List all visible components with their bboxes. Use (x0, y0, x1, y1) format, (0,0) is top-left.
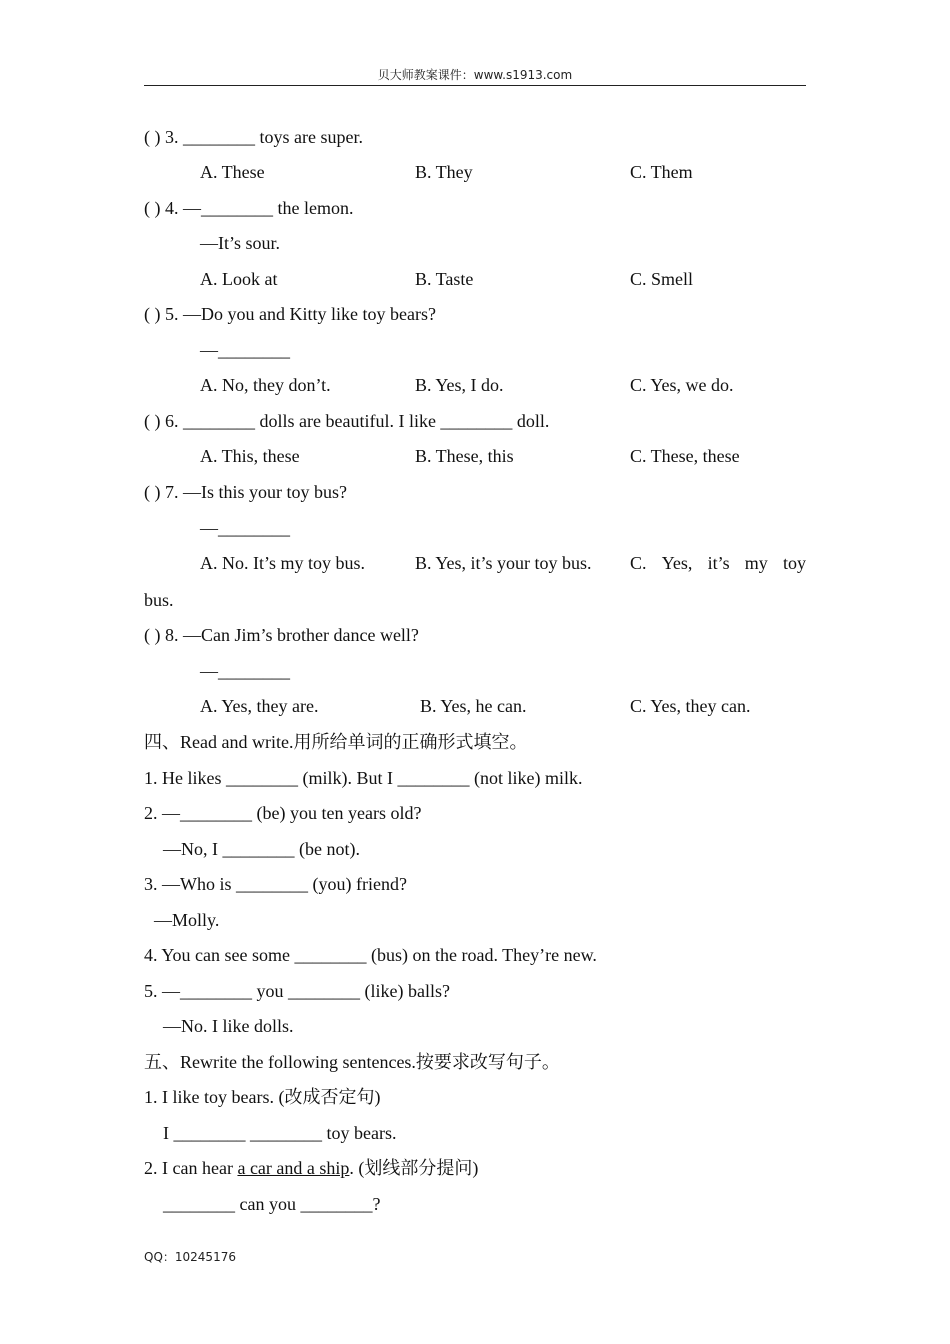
section-5-answer-2: ________ can you ________? (163, 1194, 381, 1214)
section-4-item: 4. You can see some ________ (bus) on the road. They’re new. (144, 945, 597, 965)
section-4-item: 3. —Who is ________ (you) friend? (144, 874, 407, 894)
section-5-question-2-prefix: 2. I can hear (144, 1158, 238, 1178)
question-5-option-a: A. No, they don’t. (200, 375, 331, 395)
section-4-item: —No. I like dolls. (163, 1016, 294, 1036)
question-3-option-b: B. They (415, 162, 473, 182)
question-7-stem: ( ) 7. —Is this your toy bus? (144, 482, 347, 502)
section-4-title: 四、Read and write.用所给单词的正确形式填空。 (144, 732, 528, 752)
question-7-option-c-word: my (744, 553, 768, 573)
section-4-item: —Molly. (154, 910, 220, 930)
question-7-option-a: A. No. It’s my toy bus. (200, 553, 366, 573)
section-4-item: 5. —________ you ________ (like) balls? (144, 981, 450, 1001)
question-8-option-c: C. Yes, they can. (630, 696, 751, 716)
question-4-option-b: B. Taste (415, 269, 474, 289)
question-8-option-b: B. Yes, he can. (420, 696, 527, 716)
section-5-title: 五、Rewrite the following sentences.按要求改写句子。 (144, 1052, 560, 1072)
question-7-option-c-word: Yes, (661, 553, 693, 573)
question-5-reply: —________ (200, 340, 290, 360)
question-4-stem: ( ) 4. —________ the lemon. (144, 198, 354, 218)
section-5-question-2 (144, 1157, 478, 1179)
section-5-answer-1: I ________ ________ toy bears. (163, 1123, 397, 1143)
question-5-option-b: B. Yes, I do. (415, 375, 504, 395)
question-6-option-c: C. These, these (630, 446, 740, 466)
question-5-option-c: C. Yes, we do. (630, 375, 734, 395)
question-3-stem: ( ) 3. ________ toys are super. (144, 127, 363, 147)
question-7-option-c (630, 552, 806, 574)
question-4-option-a: A. Look at (200, 269, 278, 289)
page-footer: QQ：10245176 (144, 1250, 236, 1264)
question-6-stem: ( ) 6. ________ dolls are beautiful. I like ________ doll. (144, 411, 550, 431)
question-7-option-c-word: C. (630, 553, 647, 573)
section-4-item: 1. He likes ________ (milk). But I ________ (not like) milk. (144, 768, 583, 788)
question-7-option-c-continued: bus. (144, 590, 174, 610)
question-6-option-b: B. These, this (415, 446, 514, 466)
section-4-item: 2. —________ (be) you ten years old? (144, 803, 422, 823)
question-7-reply: —________ (200, 518, 290, 538)
question-8-option-a: A. Yes, they are. (200, 696, 319, 716)
question-7-option-c-word: it’s (707, 553, 730, 573)
page-header: 贝大师教案课件：www.s1913.com (377, 68, 573, 82)
question-5-stem: ( ) 5. —Do you and Kitty like toy bears? (144, 304, 436, 324)
question-7-option-b: B. Yes, it’s your toy bus. (415, 553, 592, 573)
question-3-option-c: C. Them (630, 162, 693, 182)
header-rule (144, 85, 806, 86)
section-5-question-2-underlined: a car and a ship (237, 1158, 350, 1178)
question-8-reply: —________ (200, 661, 290, 681)
section-5-question-1: 1. I like toy bears. (改成否定句) (144, 1087, 381, 1107)
question-8-stem: ( ) 8. —Can Jim’s brother dance well? (144, 625, 419, 645)
section-4-item: —No, I ________ (be not). (163, 839, 360, 859)
section-5-question-2-suffix: . (划线部分提问) (349, 1158, 479, 1178)
question-4-reply: —It’s sour. (200, 233, 281, 253)
question-6-option-a: A. This, these (200, 446, 300, 466)
question-3-option-a: A. These (200, 162, 265, 182)
question-7-option-c-word: toy (782, 553, 806, 573)
question-4-option-c: C. Smell (630, 269, 694, 289)
